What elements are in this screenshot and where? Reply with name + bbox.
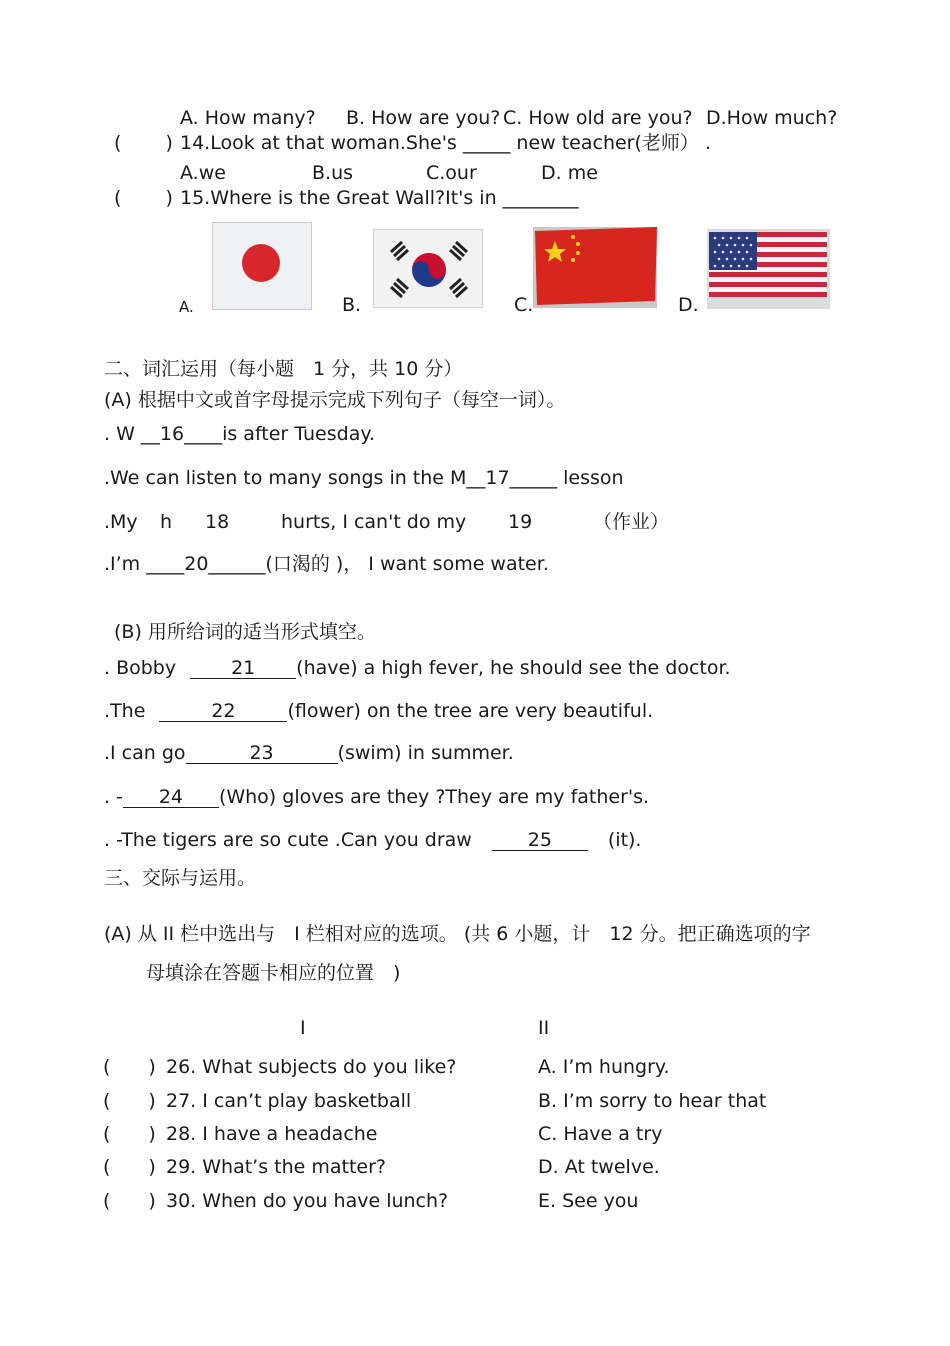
option-b: B. I’m sorry to hear that [538,1090,767,1112]
q15-stem: 15.Where is the Great Wall?It's in ________ [180,187,579,209]
china-flag-icon [533,227,657,308]
q13-option-d: D.How much? [706,107,838,129]
q17-line: .We can listen to many songs in the M__17_____ lesson [104,467,624,489]
q14-option-a: A.we [180,162,226,184]
q14-stem [180,131,711,155]
q14-option-d: D. me [541,162,598,184]
flag-label-b: B. [342,294,362,316]
q14-hint: (老师） [634,132,699,154]
q22-blank-number: 22 [211,700,236,722]
q22-line [104,699,653,723]
q25-post: (it). [607,829,642,851]
section3-title: 三、交际与运用。 [104,867,257,889]
q23-pre: .I can go [104,742,186,764]
q14-answer-paren: ( ) [114,132,173,154]
q30-answer-paren: ( ) [103,1190,156,1212]
q18-line-mid: hurts, I can't do my [281,511,467,533]
q24-blank [123,787,219,808]
q27-answer-paren: ( ) [103,1090,156,1112]
q19-number: 19 [508,511,533,533]
q22-pre: .The [104,700,146,722]
q14-option-b: B.us [312,162,354,184]
q30-question: 30. When do you have lunch? [166,1190,449,1212]
column-ii-header: II [538,1017,550,1039]
q21-line [104,656,731,680]
q18-initial: h [160,511,173,533]
q19-hint: （作业） [593,511,670,533]
q22-post: (flower) on the tree are very beautiful. [287,700,654,722]
q24-line [104,785,649,809]
q20-line: .I’m ____20______(口渴的 )， I want some water. [104,553,549,575]
q14-end: . [704,132,712,154]
q13-option-b: B. How are you? [346,107,501,129]
q14-option-c: C.our [426,162,477,184]
column-i-header: I [300,1017,306,1039]
q15-answer-paren: ( ) [114,187,173,209]
q21-blank: 21 [190,658,296,679]
q24-blank-number: 24 [158,786,184,808]
q25-pre: . -The tigers are so cute .Can you draw [104,829,472,851]
section2-title: 二、词汇运用（每小题 1 分，共 10 分） [104,358,463,380]
section3-parta-line2: 母填涂在答题卡相应的位置 ) [146,962,401,984]
q23-blank-number: 23 [249,742,274,764]
q27-question: 27. I can’t play basketball [166,1090,412,1112]
q13-option-c: C. How old are you? [503,107,693,129]
q25-blank [492,830,588,851]
q24-pre: . - [104,786,123,808]
flag-label-d: D. [678,294,699,316]
option-a: A. I’m hungry. [538,1056,670,1078]
q26-answer-paren: ( ) [103,1056,156,1078]
q22-blank [159,701,287,722]
q16-line: . W __16____is after Tuesday. [104,423,375,445]
q23-post: (swim) in summer. [337,742,514,764]
q26-question: 26. What subjects do you like? [166,1056,457,1078]
option-e: E. See you [538,1190,639,1212]
flag-label-c: C. [514,294,534,316]
q28-answer-paren: ( ) [103,1123,156,1145]
q25-line [104,828,641,852]
japan-flag-icon [212,222,312,310]
option-c: C. Have a try [538,1123,663,1145]
q23-blank [186,743,338,764]
q24-post: (Who) gloves are they ?They are my father's. [218,786,650,808]
q23-line [104,741,514,765]
south-korea-flag-icon [373,229,483,308]
option-d: D. At twelve. [538,1156,660,1178]
flag-label-a: A. [179,298,194,316]
q29-question: 29. What’s the matter? [166,1156,387,1178]
q14-stem-text: 14.Look at that woman.She's _____ new teacher [180,132,635,154]
q25-blank-number: 25 [527,829,552,851]
section2-partb-title: (B) 用所给词的适当形式填空。 [114,621,376,643]
section2-parta-title: (A) 根据中文或首字母提示完成下列句子（每空一词）。 [104,389,566,411]
q18-line-start: .My [104,511,138,533]
q13-option-a: A. How many? [180,107,316,129]
q29-answer-paren: ( ) [103,1156,156,1178]
section3-parta-line1: (A) 从 II 栏中选出与 I 栏相对应的选项。 (共 6 小题，计 12 分。把正确选项的字 [104,923,811,945]
q21-pre: . Bobby [104,657,177,679]
usa-flag-icon [707,229,830,309]
q18-number: 18 [205,511,230,533]
q28-question: 28. I have a headache [166,1123,378,1145]
q21-post: (have) a high fever, he should see the doctor. [296,657,731,679]
